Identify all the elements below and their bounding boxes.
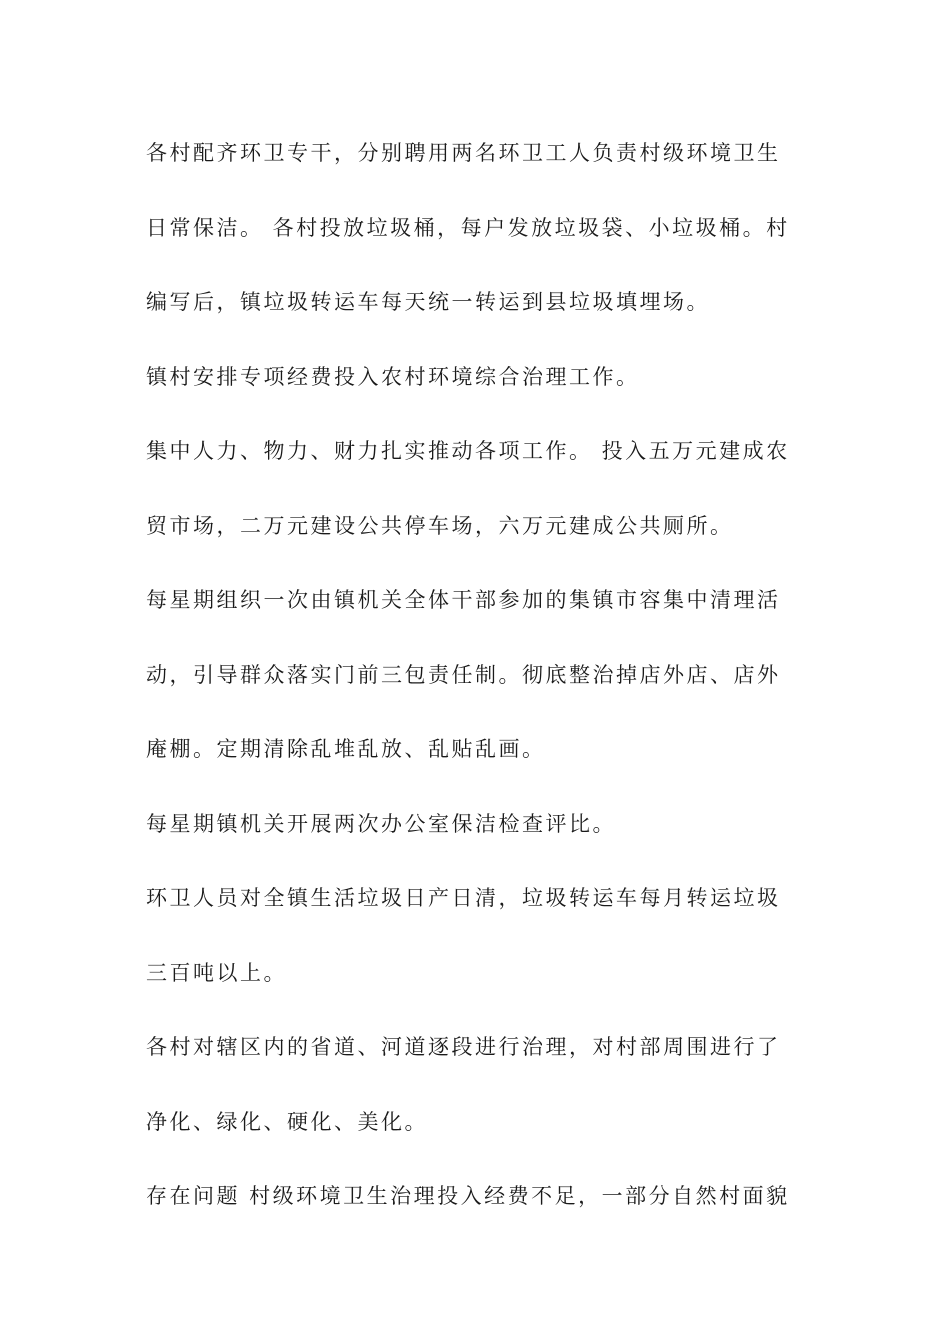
- text-line: 三百吨以上。: [146, 960, 287, 985]
- text-line: 编写后，镇垃圾转运车每天统一转运到县垃圾填埋场。: [146, 290, 710, 314]
- text-line: 日常保洁。 各村投放垃圾桶，每户发放垃圾袋、小垃圾桶。村: [146, 215, 790, 240]
- text-line: 每星期组织一次由镇机关全体干部参加的集镇市容集中清理活: [146, 588, 781, 612]
- text-line: 每星期镇机关开展两次办公室保洁检查评比。: [146, 811, 616, 836]
- text-line: 动，引导群众落实门前三包责任制。彻底整治掉店外店、店外: [146, 662, 781, 687]
- document-body: [146, 131, 816, 1249]
- text-line: 各村对辖区内的省道、河道逐段进行治理，对村部周围进行了: [146, 1035, 781, 1059]
- text-line: 镇村安排专项经费投入农村环境综合治理工作。: [146, 364, 640, 389]
- text-line: 存在问题 村级环境卫生治理投入经费不足，一部分自然村面貌: [146, 1184, 790, 1208]
- text-line: 各村配齐环卫专干，分别聘用两名环卫工人负责村级环境卫生: [146, 141, 781, 165]
- text-line: 集中人力、物力、财力扎实推动各项工作。 投入五万元建成农: [146, 439, 790, 463]
- text-line: 净化、绿化、硬化、美化。: [146, 1109, 428, 1134]
- text-line: 庵棚。定期清除乱堆乱放、乱贴乱画。: [146, 737, 546, 761]
- text-line: 环卫人员对全镇生活垃圾日产日清，垃圾转运车每月转运垃圾: [146, 886, 781, 910]
- text-line: 贸市场，二万元建设公共停车场，六万元建成公共厕所。: [146, 513, 734, 538]
